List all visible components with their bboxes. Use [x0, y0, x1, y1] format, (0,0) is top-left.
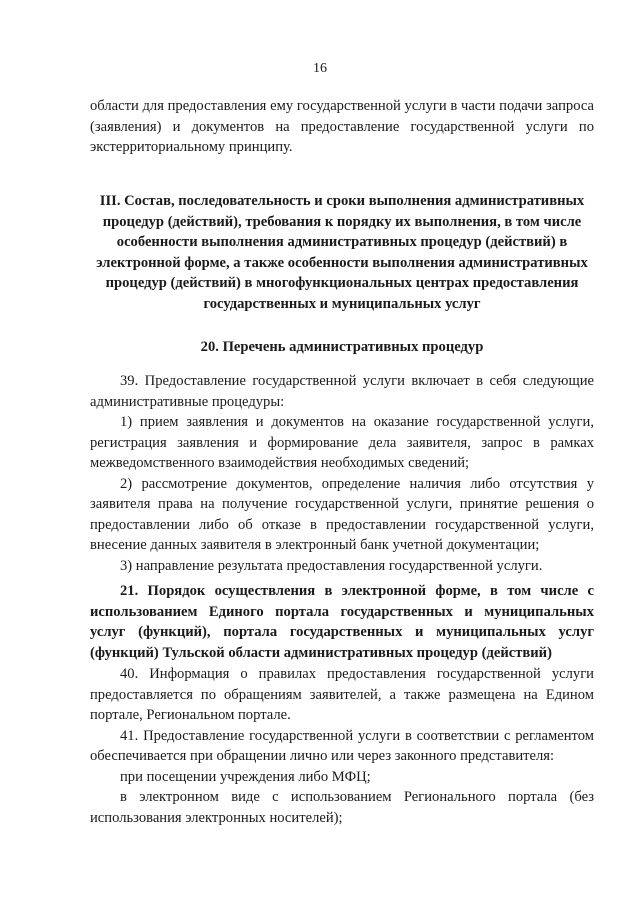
paragraph-41: 41. Предоставление государственной услуги в соответствии с регламентом обеспечивается при обращении лично или через законного представителя:: [90, 727, 594, 764]
paragraph-39: 39. Предоставление государственной услуги включает в себя следующие административные процедуры:: [90, 373, 594, 410]
list-item-3: 3) направление результата предоставления государственной услуги.: [120, 557, 543, 574]
page-number: 16: [313, 61, 327, 76]
subsection-20-body: [90, 371, 594, 576]
subsection-21-body: [90, 664, 594, 828]
list-item-visit: при посещении учреждения либо МФЦ;: [120, 768, 371, 785]
subsection-21-title: 21. Порядок осуществления в электронной форме, в том числе с использованием Единого портала государственных и муниципальных услуг (функций), портала государственных и муниципальных услуг (функций) Тульской области административных процедур (действий): [90, 583, 594, 661]
intro-paragraph: области для предоставления ему государственной услуги в части подачи запроса (заявления) и документов на предоставление государственной услуги по экстерриториальному принципу.: [90, 98, 594, 155]
section-heading: III. Состав, последовательность и сроки выполнения административных процедур (действий), требования к порядку их выполнения, в том числе особенности выполнения административных процедур (действий) в электронной форме, а также особенности выполнения административных процедур (действий) в многофункциональных центрах предоставления государственных и муниципальных услуг: [96, 193, 588, 312]
paragraph-40: 40. Информация о правилах предоставления государственной услуги предоставляется по обращениям заявителей, а также размещена на Едином портале, Региональном портале.: [90, 666, 594, 723]
list-item-electronic: в электронном виде с использованием Регионального портала (без использования электронных носителей);: [90, 789, 594, 826]
list-item-2: 2) рассмотрение документов, определение наличия либо отсутствия у заявителя права на получение государственной услуги, принятие решения о предоставлении либо об отказе в предоставлении государственной услуги, внесение данных заявителя в электронный банк учетной документации;: [90, 475, 594, 553]
subsection-20-title: 20. Перечень административных процедур: [200, 339, 484, 355]
list-item-1: 1) прием заявления и документов на оказание государственной услуги, регистрация заявления и формирование дела заявителя, запрос в рамках межведомственного взаимодействия необходимых сведений;: [90, 414, 594, 471]
intro-block: [90, 96, 594, 158]
